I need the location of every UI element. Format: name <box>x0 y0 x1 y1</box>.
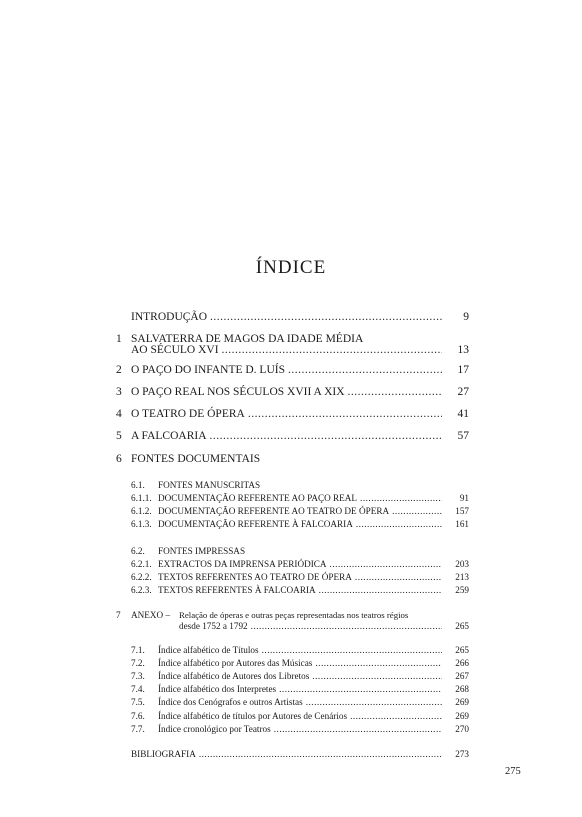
toc-entry-page: 265 <box>455 645 469 655</box>
toc-entry-label: Índice dos Cenógrafos e outros Artistas <box>158 697 303 707</box>
section-code: 6.1.1. <box>131 493 152 503</box>
toc-entry-page: 17 <box>457 364 469 376</box>
section-code: 6.2.1. <box>131 559 152 569</box>
toc-entry-label: O TEATRO DE ÓPERA <box>131 408 245 420</box>
toc-sub-entry[interactable] <box>131 559 469 569</box>
toc-entry-page: 203 <box>455 559 469 569</box>
toc-entry-label: Índice alfabético por Autores das Músicas <box>158 658 313 668</box>
section-code: 6.2.2. <box>131 572 152 582</box>
dot-leader <box>348 386 442 398</box>
toc-entry-label: O PAÇO DO INFANTE D. LUÍS <box>131 364 285 376</box>
toc-sub-entry[interactable] <box>131 697 469 707</box>
toc-entry-label: Índice alfabético dos Interpretes <box>158 684 277 694</box>
dot-leader <box>306 697 442 707</box>
section-code: 7.5. <box>131 697 145 707</box>
toc-entry-label: DOCUMENTAÇÃO REFERENTE AO TEATRO DE ÓPERA <box>158 506 390 516</box>
page-number: 275 <box>505 766 521 777</box>
toc-entry-label: Índice alfabético de Títulos <box>158 645 259 655</box>
section-code: 6.1.2. <box>131 506 152 516</box>
toc-entry-page: 267 <box>455 671 469 681</box>
dot-leader <box>330 559 442 569</box>
section-code: 6.2. <box>131 546 145 556</box>
toc-entry-page: 27 <box>457 386 469 398</box>
toc-sub-entry[interactable] <box>131 506 469 516</box>
toc-sub-entry[interactable] <box>131 645 469 655</box>
toc-entry-page: 266 <box>455 658 469 668</box>
section-label: FONTES MANUSCRITAS <box>158 480 261 490</box>
toc-subsection-heading <box>131 480 260 490</box>
toc-entry-number: 4 <box>116 408 122 420</box>
section-code: 7.6. <box>131 711 145 721</box>
page-title: ÍNDICE <box>255 257 327 278</box>
dot-leader <box>251 621 442 631</box>
dot-leader <box>360 493 442 503</box>
toc-entry-label: INTRODUÇÃO <box>131 311 208 323</box>
toc-entry-page: 268 <box>455 684 469 694</box>
dot-leader <box>312 671 442 681</box>
toc-entry-page: 270 <box>455 724 469 734</box>
dot-leader <box>355 572 442 582</box>
dot-leader <box>274 724 442 734</box>
toc-entry-label: DOCUMENTAÇÃO REFERENTE À FALCOARIA <box>158 519 353 529</box>
toc-entry-page: 9 <box>463 311 469 323</box>
toc-entry-label: A FALCOARIA <box>131 430 207 442</box>
toc-entry-fontes-documentais[interactable]: FONTES DOCUMENTAIS <box>131 453 261 465</box>
toc-sub-entry[interactable] <box>131 519 469 529</box>
dot-leader <box>262 645 442 655</box>
section-code: 7.2. <box>131 658 145 668</box>
toc-entry-label: Índice cronológico por Teatros <box>158 724 271 734</box>
toc-entry-label: AO SÉCULO XVI <box>131 344 219 356</box>
toc-entry-page: 265 <box>455 621 469 631</box>
dot-leader <box>279 684 442 694</box>
toc-entry-page: 57 <box>457 430 469 442</box>
dot-leader <box>356 519 442 529</box>
toc-entry-label: BIBLIOGRAFIA <box>131 749 196 759</box>
toc-sub-entry[interactable] <box>131 724 469 734</box>
toc-entry-number: 7 <box>116 610 121 620</box>
dot-leader <box>222 344 442 356</box>
toc-entry-page: 273 <box>455 749 469 759</box>
section-code: 6.1.3. <box>131 519 152 529</box>
dot-leader <box>315 658 442 668</box>
section-code: 7.1. <box>131 645 145 655</box>
toc-entry-label: DOCUMENTAÇÃO REFERENTE AO PAÇO REAL <box>158 493 358 503</box>
toc-sub-entry[interactable] <box>131 671 469 681</box>
dot-leader <box>210 311 442 323</box>
toc-sub-entry[interactable] <box>131 493 469 503</box>
dot-leader <box>199 749 442 759</box>
toc-entry-label: Índice alfabético de títulos por Autores de Cenários <box>158 711 348 721</box>
section-code: 7.4. <box>131 684 145 694</box>
dot-leader <box>248 408 442 420</box>
toc-entry-number: 2 <box>116 364 122 376</box>
toc-entry-label: TEXTOS REFERENTES AO TEATRO DE ÓPERA <box>158 572 352 582</box>
toc-entry-number: 6 <box>116 453 122 465</box>
toc-sub-entry[interactable] <box>131 585 469 595</box>
toc-entry-page: 13 <box>457 344 469 356</box>
toc-entry-number: 1 <box>116 333 122 345</box>
section-label: FONTES IMPRESSAS <box>158 546 246 556</box>
toc-entry-page: 259 <box>455 585 469 595</box>
anexo-description-line2: desde 1752 a 1792 <box>179 621 248 631</box>
toc-entry-salvaterra[interactable] <box>131 344 469 356</box>
toc-sub-entry[interactable] <box>131 658 469 668</box>
toc-entry-label: Índice alfabético de Autores dos Libretos <box>158 671 310 681</box>
toc-entry-page: 213 <box>455 572 469 582</box>
toc-entry-label: EXTRACTOS DA IMPRENSA PERIÓDICA <box>158 559 327 569</box>
toc-entry-number: 5 <box>116 430 122 442</box>
toc-sub-entry[interactable] <box>131 711 469 721</box>
toc-entry-page: 91 <box>459 493 469 503</box>
toc-subsection-heading <box>131 546 245 556</box>
toc-entry-page: 161 <box>455 519 469 529</box>
toc-entry-paco-infante[interactable] <box>131 364 469 376</box>
section-code: 6.2.3. <box>131 585 152 595</box>
section-code: 7.7. <box>131 724 145 734</box>
dot-leader <box>319 585 442 595</box>
toc-entry-introducao[interactable] <box>131 311 469 323</box>
toc-entry-falcoaria[interactable] <box>131 430 469 442</box>
toc-entry-anexo[interactable] <box>179 621 469 631</box>
dot-leader <box>392 506 442 516</box>
toc-sub-entry[interactable] <box>131 572 469 582</box>
toc-entry-page: 269 <box>455 697 469 707</box>
toc-entry-page: 157 <box>455 506 469 516</box>
dot-leader <box>210 430 442 442</box>
toc-entry-page: 41 <box>457 408 469 420</box>
toc-entry-page: 269 <box>455 711 469 721</box>
toc-entry-teatro-opera[interactable] <box>131 408 469 420</box>
toc-entry-paco-real[interactable] <box>131 386 469 398</box>
toc-entry-number: 3 <box>116 386 122 398</box>
anexo-label[interactable]: ANEXO – <box>131 610 171 620</box>
dot-leader <box>288 364 442 376</box>
dot-leader <box>350 711 442 721</box>
anexo-description: Relação de óperas e outras peças representadas nos teatros régios <box>179 610 409 620</box>
toc-sub-entry[interactable] <box>131 684 469 694</box>
toc-entry-label-line1: SALVATERRA DE MAGOS DA IDADE MÉDIA <box>131 333 364 345</box>
toc-entry-bibliografia[interactable] <box>131 749 469 759</box>
toc-entry-label: TEXTOS REFERENTES À FALCOARIA <box>158 585 316 595</box>
section-code: 7.3. <box>131 671 145 681</box>
section-code: 6.1. <box>131 480 145 490</box>
toc-entry-label: O PAÇO REAL NOS SÉCULOS XVII A XIX <box>131 386 345 398</box>
